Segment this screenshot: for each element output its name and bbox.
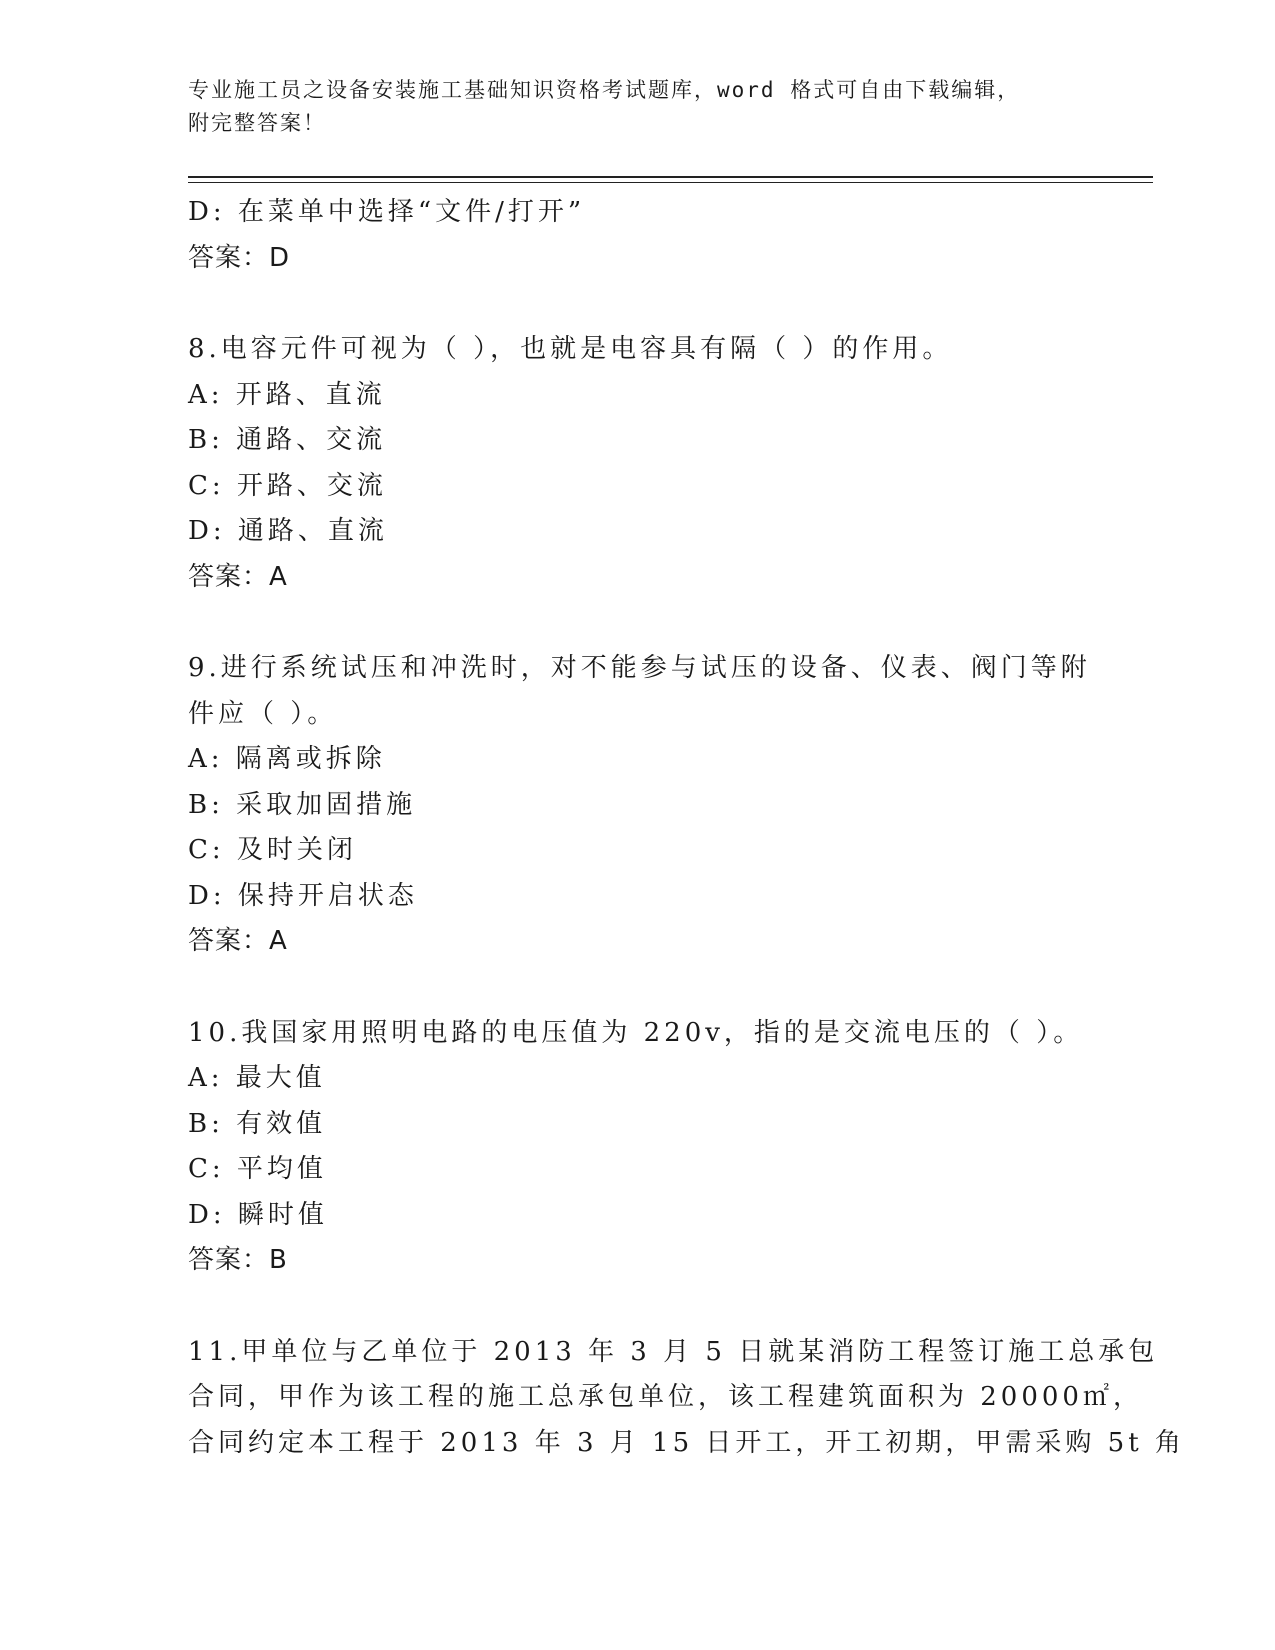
- option-c: C: 开路、交流: [188, 470, 387, 501]
- document-header: [188, 74, 1088, 140]
- question-stem-continued: 合同，甲作为该工程的施工总承包单位，该工程建筑面积为 20000㎡，: [188, 1382, 1143, 1412]
- question-list: [188, 190, 1185, 1466]
- question-stem: 10.我国家用照明电路的电压值为 220v，指的是交流电压的（ ）。: [188, 1017, 1084, 1048]
- option-a: A: 开路、直流: [188, 379, 386, 410]
- question-10: [188, 1011, 1084, 1284]
- question-stem: 9.进行系统试压和冲洗时，对不能参与试压的设备、仪表、阀门等附: [188, 653, 1091, 683]
- header-rule-thin: [188, 182, 1153, 183]
- question-stem-continued: 合同约定本工程于 2013 年 3 月 15 日开工，开工初期，甲需采购 5t 角: [188, 1427, 1185, 1458]
- question-stem: 8.电容元件可视为（ ），也就是电容具有隔（ ）的作用。: [188, 334, 953, 364]
- option-d: D: 瞬时值: [188, 1199, 328, 1230]
- option-d: D: 在菜单中选择“文件/打开”: [188, 197, 586, 227]
- option-b: B: 有效值: [188, 1108, 327, 1139]
- spacer: [188, 600, 1068, 646]
- option-b: B: 通路、交流: [188, 425, 387, 455]
- spacer: [188, 965, 1068, 1011]
- option-c: C: 及时关闭: [188, 835, 357, 865]
- answer-line: 答案：A: [188, 926, 288, 956]
- spacer: [188, 1284, 1068, 1330]
- option-a: A: 最大值: [188, 1063, 326, 1093]
- question-11: [188, 1330, 1185, 1467]
- question-8: [188, 327, 1068, 600]
- spacer: [188, 281, 1068, 327]
- option-d: D: 保持开启状态: [188, 880, 418, 911]
- option-d: D: 通路、直流: [188, 516, 388, 546]
- header-rule-thick: [188, 176, 1153, 178]
- option-c: C: 平均值: [188, 1154, 327, 1184]
- option-a: A: 隔离或拆除: [188, 744, 386, 774]
- header-line-1: 专业施工员之设备安装施工基础知识资格考试题库，word 格式可自由下载编辑，: [188, 78, 1021, 102]
- question-stem: 11.甲单位与乙单位于 2013 年 3 月 5 日就某消防工程签订施工总承包: [188, 1336, 1159, 1367]
- answer-line: 答案：B: [188, 1245, 288, 1275]
- option-b: B: 采取加固措施: [188, 789, 417, 820]
- header-line-2: 附完整答案！: [188, 111, 326, 135]
- question-9: [188, 646, 1091, 965]
- answer-line: 答案：A: [188, 561, 288, 592]
- answer-line: 答案：D: [188, 242, 291, 273]
- question-stem-continued: 件应（ ）。: [188, 698, 338, 729]
